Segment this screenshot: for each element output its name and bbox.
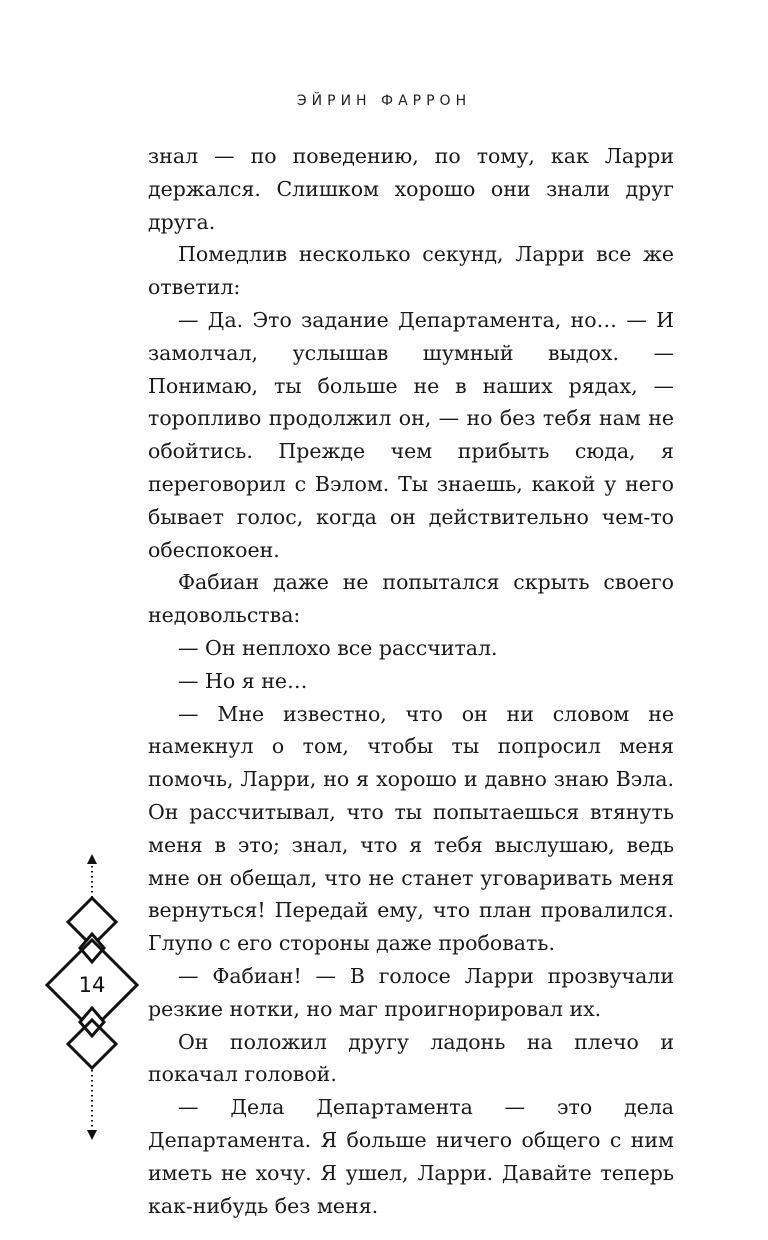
paragraph-6: — Но я не… <box>178 668 308 693</box>
paragraph-3: — Да. Это задание Департамента, но… — И замолчал, услышав шумный выдох. — Понимаю, ты больше не в наших рядах, — торопливо продолжил он, — но без тебя нам не обойтись. Прежде чем прибыть сюда, я переговорил с Вэлом. Ты знаешь, какой у него бывает голос, когда он действительно чем-то обеспокоен. <box>148 307 674 562</box>
running-head: ЭЙРИН ФАРРОН <box>296 93 472 109</box>
paragraph-9: Он положил другу ладонь на плечо и покачал головой. <box>148 1029 674 1087</box>
page-number-ornament <box>45 850 139 1150</box>
paragraph-10: — Дела Департамента — это дела Департамента. Я больше ничего общего с ним иметь не хочу. Я ушел, Ларри. Давайте теперь как-нибудь без меня. <box>148 1095 674 1218</box>
body-text <box>148 140 674 1222</box>
paragraph-7: — Мне известно, что он ни словом не намекнул о том, чтобы ты попросил меня помочь, Ларри, но я хорошо и давно знаю Вэла. Он рассчитывал, что ты попытаешься втянуть меня в это; знал, что я тебя выслушаю, ведь мне он обещал, что не станет уговаривать меня вернуться! Передай ему, что план провалился. Глупо с его стороны даже пробовать. <box>148 701 674 956</box>
paragraph-5: — Он неплохо все рассчитал. <box>178 635 498 660</box>
paragraph-4: Фабиан даже не попытался скрыть своего недовольства: <box>148 570 674 628</box>
page-number: 14 <box>78 973 106 997</box>
diamond-ornament-icon <box>45 850 139 1150</box>
paragraph-2: Помедлив несколько секунд, Ларри все же ответил: <box>148 242 674 300</box>
paragraph-1: знал — по поведению, по тому, как Ларри держался. Слишком хорошо они знали друг друга. <box>148 144 674 234</box>
paragraph-8: — Фабиан! — В голосе Ларри прозвучали резкие нотки, но маг проигнорировал их. <box>148 963 674 1021</box>
